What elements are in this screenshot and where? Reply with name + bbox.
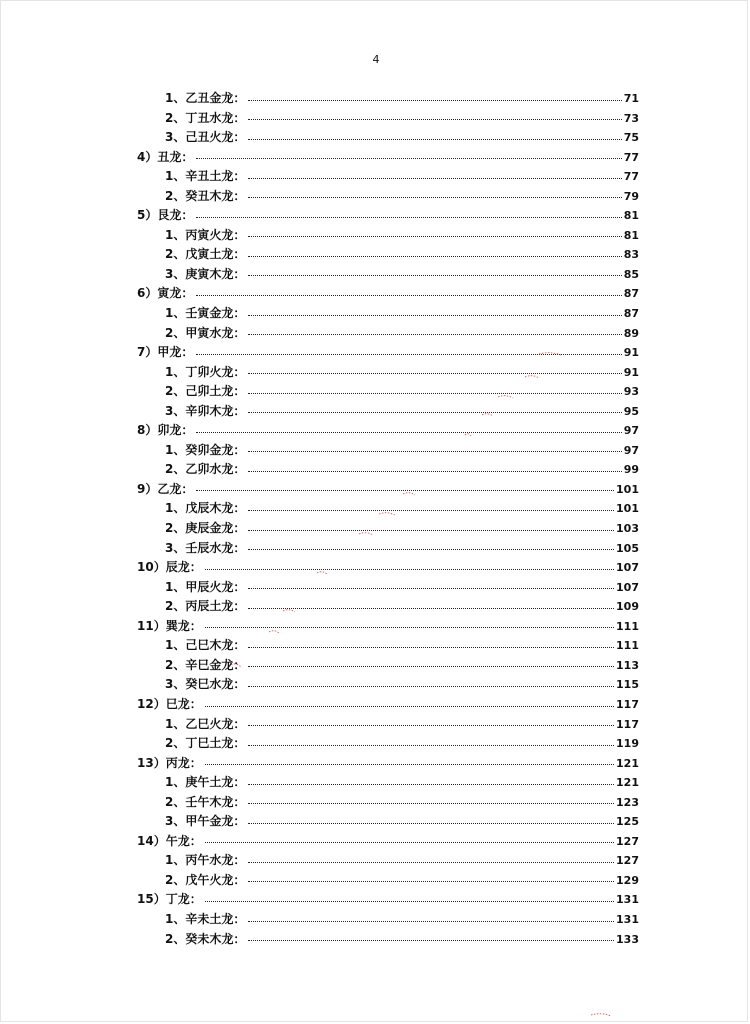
toc-entry-page: 97 bbox=[623, 443, 639, 457]
toc-entry-page: 81 bbox=[623, 228, 639, 242]
toc-subsection-entry[interactable] bbox=[137, 773, 639, 793]
toc-subsection-entry[interactable] bbox=[137, 245, 639, 265]
toc-dot-leader bbox=[196, 217, 621, 218]
toc-entry-label: 2、癸丑木龙： bbox=[165, 188, 246, 203]
toc-dot-leader bbox=[248, 373, 621, 374]
toc-dot-leader bbox=[248, 471, 621, 472]
toc-dot-leader bbox=[205, 706, 614, 707]
toc-entry-page: 75 bbox=[623, 131, 639, 145]
toc-dot-leader bbox=[248, 803, 614, 804]
toc-dot-leader bbox=[248, 139, 621, 140]
toc-entry-label: 2、丁丑水龙： bbox=[165, 110, 246, 125]
toc-entry-label: 13）丙龙： bbox=[137, 755, 202, 770]
toc-section-entry[interactable] bbox=[137, 206, 639, 226]
toc-section-entry[interactable] bbox=[137, 343, 639, 363]
toc-subsection-entry[interactable] bbox=[137, 578, 639, 598]
toc-entry-label: 1、乙丑金龙： bbox=[165, 91, 246, 105]
toc-section-entry[interactable] bbox=[137, 695, 639, 715]
toc-entry-page: 87 bbox=[623, 287, 639, 301]
toc-section-entry[interactable] bbox=[137, 148, 639, 168]
toc-subsection-entry[interactable] bbox=[137, 167, 639, 187]
toc-entry-page: 91 bbox=[623, 346, 639, 360]
toc-dot-leader bbox=[248, 823, 614, 824]
toc-entry-label: 1、甲辰火龙： bbox=[165, 579, 246, 594]
toc-entry-page: 111 bbox=[616, 619, 639, 633]
toc-subsection-entry[interactable] bbox=[137, 636, 639, 656]
toc-entry-page: 107 bbox=[616, 561, 639, 575]
toc-entry-label: 1、壬寅金龙： bbox=[165, 306, 246, 321]
toc-dot-leader bbox=[248, 256, 621, 257]
toc-entry-page: 109 bbox=[616, 600, 639, 614]
toc-entry-page: 87 bbox=[623, 307, 639, 321]
toc-dot-leader bbox=[205, 569, 614, 570]
toc-entry-page: 117 bbox=[616, 697, 639, 711]
toc-entry-label: 2、丁巳土龙： bbox=[165, 736, 246, 751]
toc-entry-page: 101 bbox=[616, 502, 639, 516]
toc-entry-page: 115 bbox=[616, 678, 639, 692]
toc-dot-leader bbox=[248, 530, 614, 531]
toc-section-entry[interactable] bbox=[137, 558, 639, 578]
toc-entry-page: 93 bbox=[623, 385, 639, 399]
toc-entry-label: 3、甲午金龙： bbox=[165, 814, 246, 829]
toc-entry-label: 14）午龙： bbox=[137, 833, 202, 848]
toc-entry-label: 2、乙卯水龙： bbox=[165, 462, 246, 477]
toc-section-entry[interactable] bbox=[137, 284, 639, 304]
toc-dot-leader bbox=[248, 334, 621, 335]
toc-subsection-entry[interactable] bbox=[137, 499, 639, 519]
toc-dot-leader bbox=[248, 100, 621, 101]
toc-section-entry[interactable] bbox=[137, 754, 639, 774]
toc-entry-label: 7）甲龙： bbox=[137, 345, 194, 360]
toc-entry-label: 3、癸巳水龙： bbox=[165, 677, 246, 692]
toc-entry-label: 11）巽龙： bbox=[137, 618, 202, 633]
toc-entry-page: 83 bbox=[623, 248, 639, 262]
toc-entry-page: 131 bbox=[616, 893, 639, 907]
toc-entry-label: 1、丁卯火龙： bbox=[165, 364, 246, 379]
toc-entry-page: 91 bbox=[623, 365, 639, 379]
toc-dot-leader bbox=[248, 119, 621, 120]
toc-dot-leader bbox=[196, 354, 621, 355]
toc-entry-label: 15）丁龙： bbox=[137, 892, 202, 907]
toc-subsection-entry[interactable] bbox=[137, 460, 639, 480]
toc-dot-leader bbox=[248, 940, 614, 941]
toc-subsection-entry[interactable] bbox=[137, 128, 639, 148]
toc-entry-label: 2、癸未木龙： bbox=[165, 931, 246, 946]
toc-entry-page: 79 bbox=[623, 189, 639, 203]
toc-subsection-entry[interactable] bbox=[137, 675, 639, 695]
toc-subsection-entry[interactable] bbox=[137, 715, 639, 735]
toc-section-entry[interactable] bbox=[137, 890, 639, 910]
toc-entry-page: 129 bbox=[616, 873, 639, 887]
table-of-contents bbox=[137, 89, 639, 949]
toc-subsection-entry[interactable] bbox=[137, 226, 639, 246]
toc-dot-leader bbox=[205, 627, 614, 628]
toc-entry-label: 5）艮龙： bbox=[137, 208, 194, 223]
toc-dot-leader bbox=[248, 197, 621, 198]
toc-dot-leader bbox=[248, 686, 614, 687]
red-ink-mark bbox=[591, 1014, 611, 1016]
toc-subsection-entry[interactable] bbox=[137, 109, 639, 129]
toc-subsection-entry[interactable] bbox=[137, 597, 639, 617]
toc-entry-label: 1、丙午水龙： bbox=[165, 853, 246, 868]
toc-entry-page: 123 bbox=[616, 795, 639, 809]
toc-section-entry[interactable] bbox=[137, 617, 639, 637]
toc-dot-leader bbox=[248, 745, 614, 746]
toc-subsection-entry[interactable] bbox=[137, 930, 639, 950]
toc-entry-label: 1、丙寅火龙： bbox=[165, 227, 246, 242]
toc-entry-label: 2、辛巳金龙： bbox=[165, 657, 246, 672]
toc-subsection-entry[interactable] bbox=[137, 187, 639, 207]
toc-entry-page: 117 bbox=[616, 717, 639, 731]
toc-dot-leader bbox=[248, 549, 614, 550]
toc-dot-leader bbox=[248, 647, 614, 648]
toc-entry-page: 131 bbox=[616, 912, 639, 926]
toc-entry-page: 77 bbox=[623, 170, 639, 184]
toc-entry-page: 73 bbox=[623, 111, 639, 125]
toc-entry-label: 1、辛丑土龙： bbox=[165, 169, 246, 184]
toc-entry-label: 9）乙龙： bbox=[137, 481, 194, 496]
toc-dot-leader bbox=[205, 764, 614, 765]
toc-subsection-entry[interactable] bbox=[137, 265, 639, 285]
toc-entry-page: 95 bbox=[623, 404, 639, 418]
toc-dot-leader bbox=[248, 881, 614, 882]
toc-dot-leader bbox=[248, 412, 621, 413]
toc-dot-leader bbox=[205, 842, 614, 843]
toc-dot-leader bbox=[196, 295, 621, 296]
toc-entry-page: 85 bbox=[623, 267, 639, 281]
toc-entry-page: 89 bbox=[623, 326, 639, 340]
toc-dot-leader bbox=[248, 315, 621, 316]
toc-entry-label: 2、壬午木龙： bbox=[165, 794, 246, 809]
toc-entry-label: 1、庚午土龙： bbox=[165, 775, 246, 790]
toc-section-entry[interactable] bbox=[137, 832, 639, 852]
toc-dot-leader bbox=[248, 725, 614, 726]
toc-subsection-entry[interactable] bbox=[137, 519, 639, 539]
toc-entry-label: 3、己丑火龙： bbox=[165, 130, 246, 145]
toc-dot-leader bbox=[196, 158, 621, 159]
toc-entry-page: 121 bbox=[616, 756, 639, 770]
toc-entry-page: 99 bbox=[623, 463, 639, 477]
toc-entry-label: 1、己巳木龙： bbox=[165, 638, 246, 653]
toc-subsection-entry[interactable] bbox=[137, 812, 639, 832]
toc-entry-page: 127 bbox=[616, 834, 639, 848]
toc-entry-page: 81 bbox=[623, 209, 639, 223]
toc-entry-label: 10）辰龙： bbox=[137, 560, 202, 575]
toc-entry-label: 1、乙巳火龙： bbox=[165, 716, 246, 731]
toc-entry-page: 127 bbox=[616, 854, 639, 868]
toc-dot-leader bbox=[248, 178, 621, 179]
toc-entry-label: 6）寅龙： bbox=[137, 286, 194, 301]
toc-dot-leader bbox=[248, 784, 614, 785]
page-number: 4 bbox=[372, 53, 380, 66]
toc-dot-leader bbox=[248, 451, 621, 452]
toc-entry-label: 3、壬辰水龙： bbox=[165, 540, 246, 555]
toc-entry-page: 119 bbox=[616, 737, 639, 751]
toc-subsection-entry[interactable] bbox=[137, 441, 639, 461]
toc-subsection-entry[interactable] bbox=[137, 324, 639, 344]
toc-dot-leader bbox=[248, 862, 614, 863]
toc-subsection-entry[interactable] bbox=[137, 363, 639, 383]
toc-entry-page: 71 bbox=[623, 92, 639, 105]
toc-subsection-entry[interactable] bbox=[137, 734, 639, 754]
toc-entry-label: 8）卯龙： bbox=[137, 423, 194, 438]
toc-dot-leader bbox=[248, 666, 614, 667]
toc-entry-page: 121 bbox=[616, 776, 639, 790]
toc-entry-label: 3、庚寅木龙： bbox=[165, 266, 246, 281]
toc-entry-page: 107 bbox=[616, 580, 639, 594]
toc-dot-leader bbox=[248, 921, 614, 922]
toc-dot-leader bbox=[248, 275, 621, 276]
toc-entry-page: 77 bbox=[623, 150, 639, 164]
toc-dot-leader bbox=[196, 432, 621, 433]
toc-subsection-entry[interactable] bbox=[137, 539, 639, 559]
toc-entry-label: 4）丑龙： bbox=[137, 149, 194, 164]
toc-entry-label: 1、辛未土龙： bbox=[165, 911, 246, 926]
toc-section-entry[interactable] bbox=[137, 480, 639, 500]
toc-entry-page: 113 bbox=[616, 658, 639, 672]
toc-subsection-entry[interactable] bbox=[137, 656, 639, 676]
toc-entry-label: 1、戊辰木龙： bbox=[165, 501, 246, 516]
toc-entry-page: 111 bbox=[616, 639, 639, 653]
toc-subsection-entry[interactable] bbox=[137, 851, 639, 871]
toc-dot-leader bbox=[205, 901, 614, 902]
toc-entry-page: 101 bbox=[616, 482, 639, 496]
toc-entry-label: 2、甲寅水龙： bbox=[165, 325, 246, 340]
toc-entry-label: 1、癸卯金龙： bbox=[165, 442, 246, 457]
toc-entry-label: 12）巳龙： bbox=[137, 696, 202, 711]
toc-dot-leader bbox=[248, 393, 621, 394]
toc-entry-page: 133 bbox=[616, 932, 639, 946]
toc-entry-label: 2、戊午火龙： bbox=[165, 872, 246, 887]
toc-subsection-entry[interactable] bbox=[137, 402, 639, 422]
toc-subsection-entry[interactable] bbox=[137, 382, 639, 402]
toc-entry-label: 2、庚辰金龙： bbox=[165, 521, 246, 536]
toc-entry-page: 125 bbox=[616, 815, 639, 829]
toc-subsection-entry[interactable] bbox=[137, 304, 639, 324]
toc-subsection-entry[interactable] bbox=[137, 793, 639, 813]
toc-entry-page: 103 bbox=[616, 522, 639, 536]
toc-dot-leader bbox=[248, 588, 614, 589]
toc-section-entry[interactable] bbox=[137, 421, 639, 441]
toc-entry-page: 105 bbox=[616, 541, 639, 555]
toc-entry-label: 2、戊寅土龙： bbox=[165, 247, 246, 262]
toc-entry-label: 2、己卯土龙： bbox=[165, 384, 246, 399]
toc-dot-leader bbox=[248, 510, 614, 511]
toc-subsection-entry[interactable] bbox=[137, 871, 639, 891]
toc-dot-leader bbox=[248, 608, 614, 609]
toc-subsection-entry[interactable] bbox=[137, 89, 639, 109]
toc-entry-label: 2、丙辰土龙： bbox=[165, 599, 246, 614]
toc-dot-leader bbox=[248, 236, 621, 237]
toc-entry-page: 97 bbox=[623, 424, 639, 438]
toc-entry-label: 3、辛卯木龙： bbox=[165, 403, 246, 418]
toc-dot-leader bbox=[196, 490, 614, 491]
toc-subsection-entry[interactable] bbox=[137, 910, 639, 930]
